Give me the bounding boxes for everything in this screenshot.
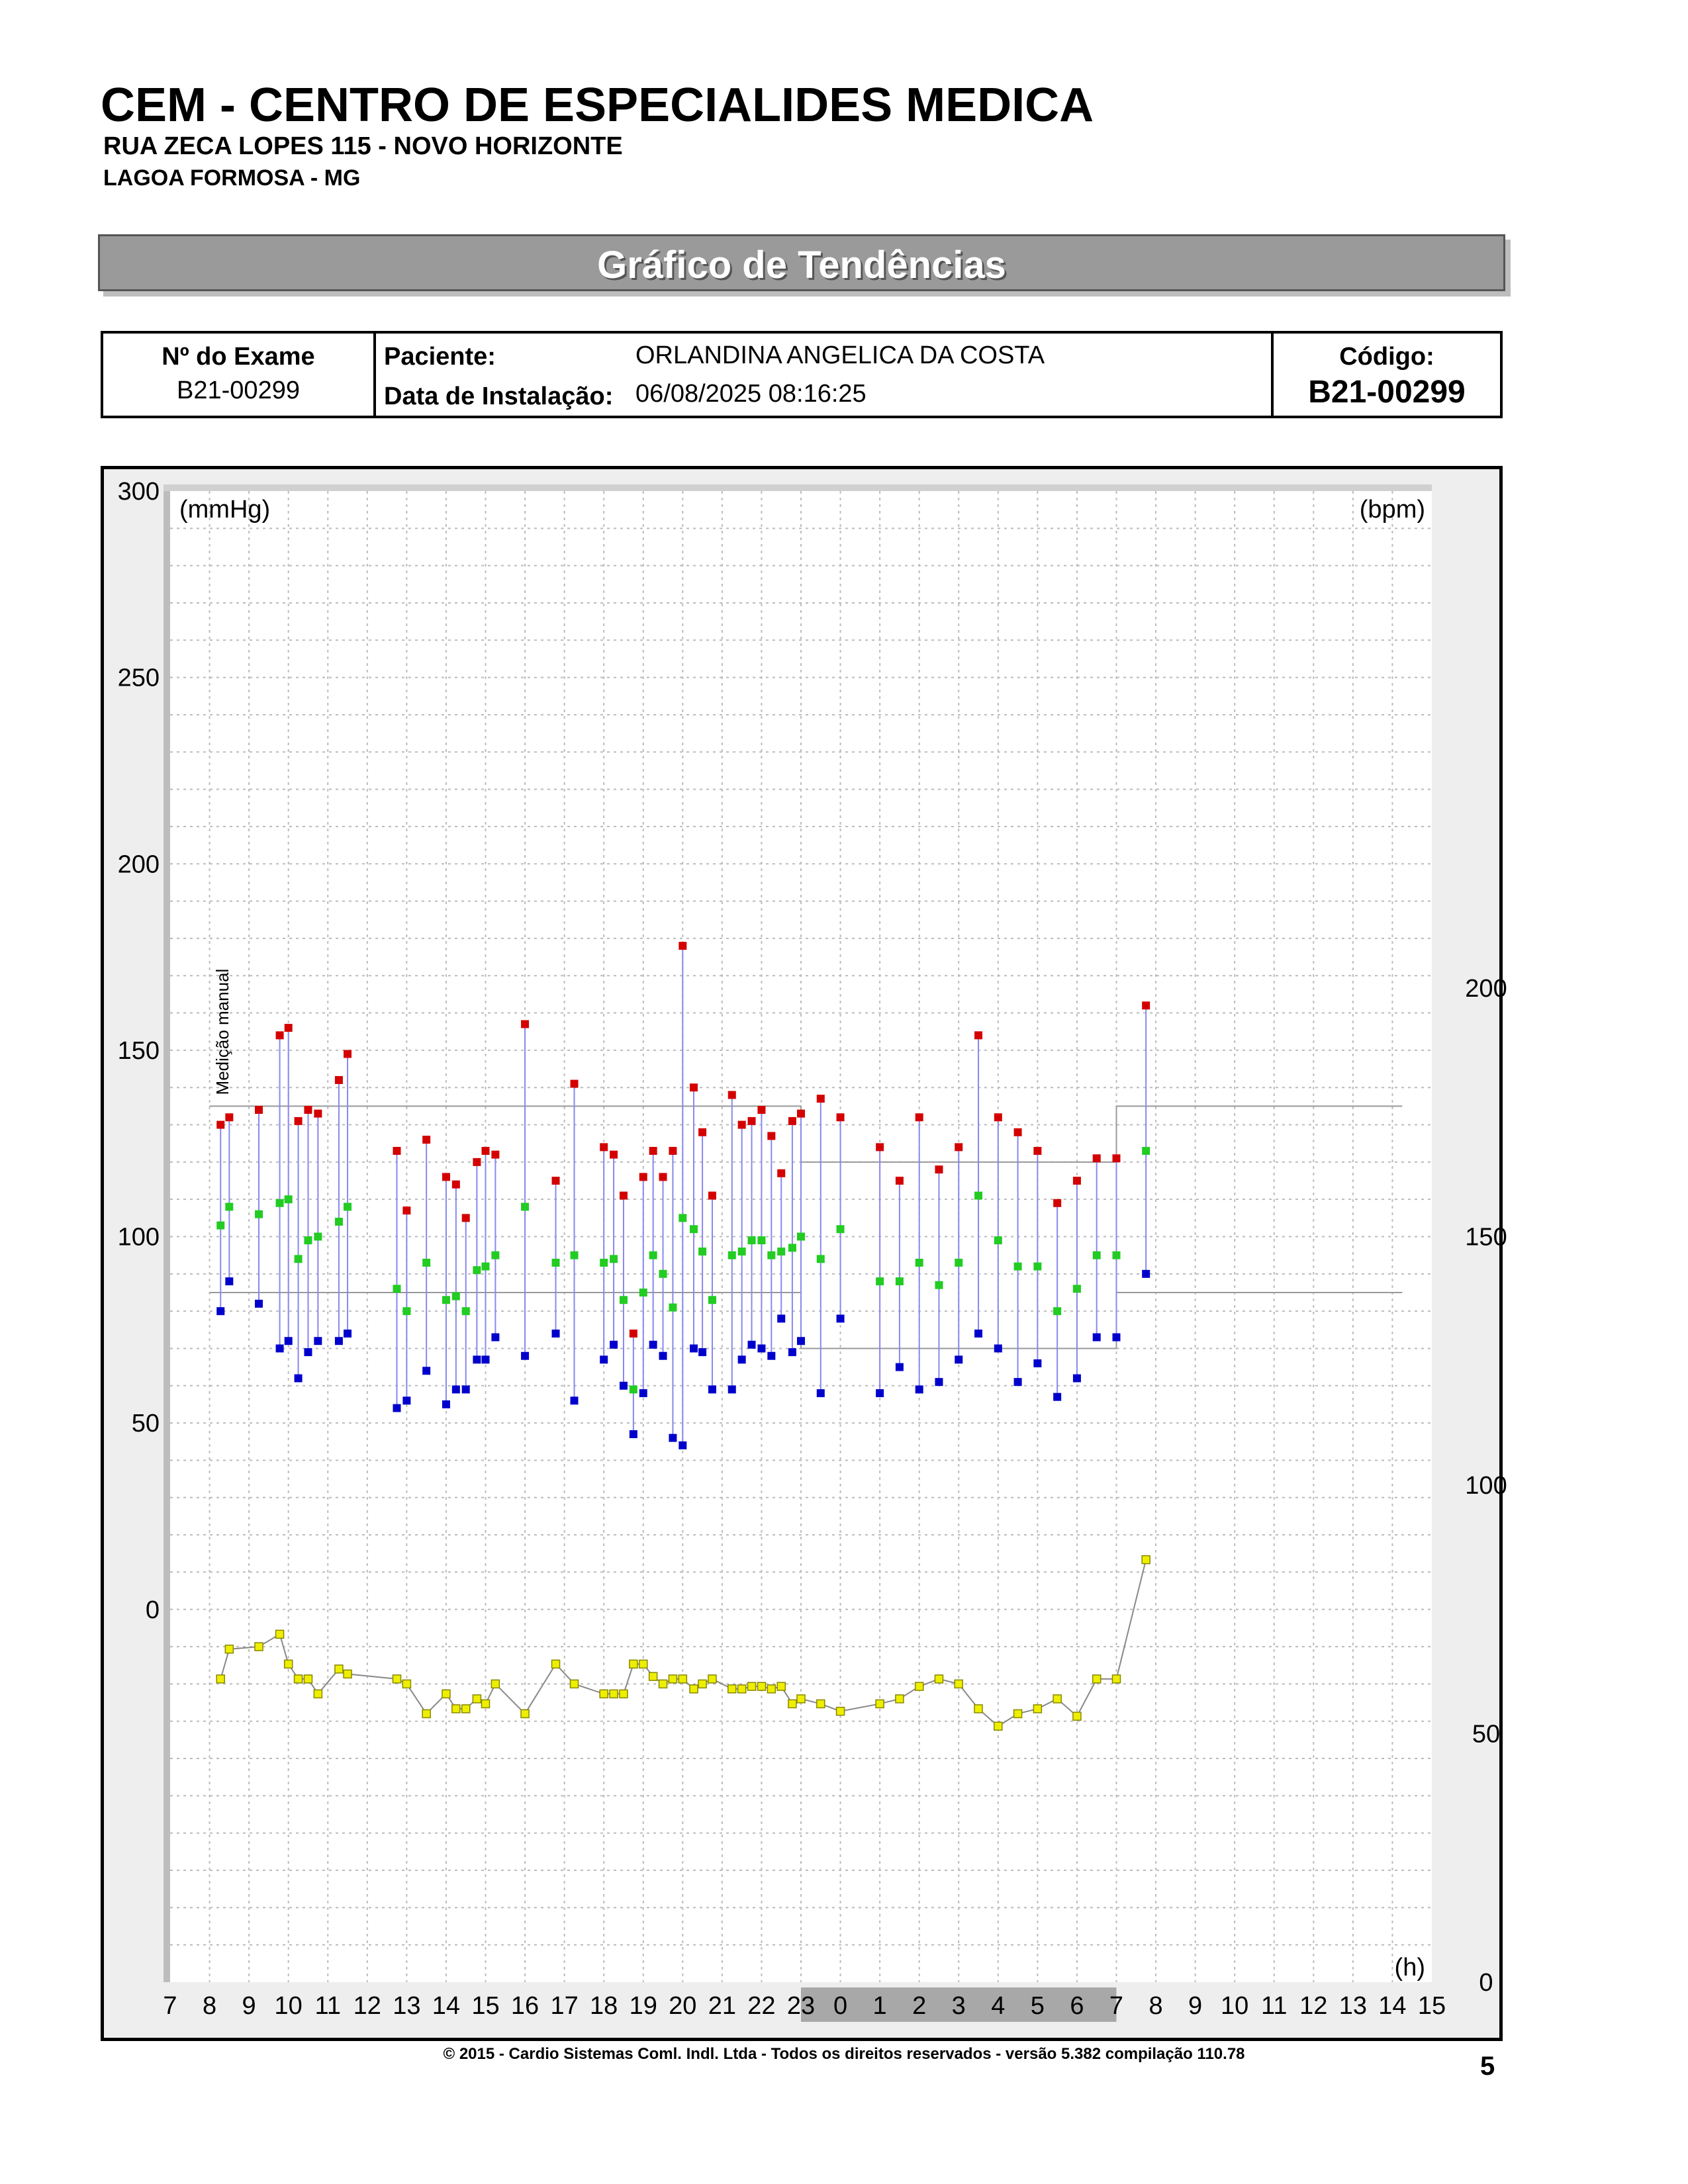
diastolic-point <box>757 1344 765 1352</box>
heart-rate-point <box>422 1709 430 1717</box>
systolic-point <box>955 1143 962 1151</box>
systolic-point <box>1093 1154 1101 1162</box>
clinic-address-line2: LAGOA FORMOSA - MG <box>103 165 361 191</box>
mean-point <box>393 1285 400 1293</box>
heart-rate-point <box>295 1675 303 1683</box>
mean-point <box>335 1218 343 1226</box>
diastolic-point <box>1142 1270 1150 1278</box>
diastolic-point <box>225 1277 233 1285</box>
mean-point <box>1053 1307 1061 1315</box>
mean-point <box>552 1259 560 1267</box>
y-tick-right: 150 <box>1465 1223 1507 1251</box>
mean-point <box>817 1255 825 1263</box>
systolic-point <box>600 1143 608 1151</box>
systolic-point <box>817 1095 825 1103</box>
code-label: Código: <box>1339 343 1434 371</box>
mean-point <box>767 1251 775 1259</box>
diastolic-point <box>442 1400 450 1408</box>
mean-point <box>442 1296 450 1304</box>
mean-point <box>482 1263 490 1271</box>
exam-number: B21-00299 <box>177 377 300 404</box>
systolic-point <box>994 1113 1002 1121</box>
code-value: B21-00299 <box>1308 375 1466 410</box>
heart-rate-point <box>1113 1675 1121 1683</box>
mean-point <box>304 1236 312 1244</box>
mean-point <box>600 1259 608 1267</box>
x-tick: 15 <box>1417 1992 1446 2020</box>
manual-measurement-annotation: Medição manual <box>212 968 233 1095</box>
systolic-point <box>473 1158 481 1166</box>
mean-point <box>276 1199 284 1207</box>
mean-point <box>974 1192 982 1200</box>
y-tick-left: 300 <box>117 478 160 506</box>
y-tick-right: 100 <box>1465 1472 1507 1500</box>
systolic-point <box>767 1132 775 1140</box>
systolic-point <box>393 1147 400 1155</box>
x-tick: 1 <box>872 1992 887 2020</box>
diastolic-point <box>679 1441 686 1449</box>
diastolic-point <box>767 1352 775 1360</box>
install-date: 06/08/2025 08:16:25 <box>635 380 867 408</box>
x-tick: 11 <box>314 1992 341 2020</box>
mean-point <box>1014 1263 1022 1271</box>
systolic-point <box>757 1106 765 1114</box>
heart-rate-point <box>797 1695 805 1703</box>
systolic-point <box>649 1147 657 1155</box>
x-tick: 10 <box>1221 1992 1249 2020</box>
diastolic-point <box>788 1348 796 1356</box>
diastolic-point <box>728 1385 736 1393</box>
heart-rate-point <box>817 1700 825 1707</box>
diastolic-point <box>610 1341 618 1349</box>
systolic-point <box>442 1173 450 1181</box>
x-tick: 0 <box>833 1992 848 2020</box>
mean-point <box>521 1203 529 1210</box>
x-tick: 8 <box>202 1992 217 2020</box>
diastolic-point <box>1014 1378 1022 1386</box>
diastolic-point <box>876 1389 884 1397</box>
heart-rate-point <box>393 1675 400 1683</box>
diastolic-point <box>994 1344 1002 1352</box>
y-tick-right: 50 <box>1472 1720 1501 1749</box>
diastolic-point <box>817 1389 825 1397</box>
systolic-point <box>255 1106 263 1114</box>
diastolic-point <box>276 1344 284 1352</box>
systolic-point <box>748 1117 756 1125</box>
x-tick: 9 <box>1188 1992 1203 2020</box>
diastolic-point <box>708 1385 716 1393</box>
diastolic-point <box>797 1337 805 1345</box>
mean-point <box>679 1214 686 1222</box>
systolic-point <box>304 1106 312 1114</box>
heart-rate-point <box>473 1695 481 1703</box>
systolic-point <box>216 1121 224 1129</box>
diastolic-point <box>491 1334 499 1342</box>
diastolic-point <box>314 1337 322 1345</box>
mean-point <box>1113 1251 1121 1259</box>
diastolic-point <box>255 1300 263 1308</box>
heart-rate-point <box>402 1680 410 1688</box>
plot-left-edge <box>164 484 170 1982</box>
systolic-point <box>285 1024 293 1032</box>
mean-point <box>896 1277 904 1285</box>
x-tick: 3 <box>951 1992 966 2020</box>
mean-point <box>738 1248 746 1255</box>
mean-point <box>728 1251 736 1259</box>
mean-point <box>935 1281 943 1289</box>
x-tick: 5 <box>1030 1992 1045 2020</box>
systolic-point <box>974 1031 982 1039</box>
systolic-point <box>728 1091 736 1099</box>
y-tick-left: 0 <box>145 1596 160 1624</box>
diastolic-point <box>344 1330 352 1338</box>
y-tick-left: 250 <box>117 664 160 692</box>
heart-rate-point <box>974 1705 982 1713</box>
diastolic-point <box>216 1307 224 1315</box>
systolic-point <box>876 1143 884 1151</box>
x-tick: 20 <box>669 1992 697 2020</box>
heart-rate-point <box>1053 1695 1061 1703</box>
systolic-point <box>915 1113 923 1121</box>
heart-rate-point <box>728 1685 736 1693</box>
mean-point <box>452 1293 460 1300</box>
heart-rate-point <box>659 1680 667 1688</box>
mean-point <box>491 1251 499 1259</box>
systolic-point <box>777 1169 785 1177</box>
mean-point <box>1033 1263 1041 1271</box>
mean-point <box>788 1244 796 1251</box>
heart-rate-point <box>482 1700 490 1707</box>
diastolic-point <box>1033 1359 1041 1367</box>
diastolic-point <box>659 1352 667 1360</box>
mean-point <box>1073 1285 1081 1293</box>
heart-rate-point <box>216 1675 224 1683</box>
heart-rate-point <box>955 1680 962 1688</box>
diastolic-point <box>777 1314 785 1322</box>
mean-point <box>285 1195 293 1203</box>
systolic-point <box>1073 1177 1081 1185</box>
x-tick: 22 <box>747 1992 776 2020</box>
systolic-point <box>462 1214 470 1222</box>
y-tick-left: 100 <box>117 1223 160 1251</box>
heart-rate-point <box>552 1660 560 1668</box>
systolic-point <box>610 1151 618 1159</box>
systolic-point <box>669 1147 677 1155</box>
diastolic-point <box>620 1382 628 1390</box>
mean-point <box>955 1259 962 1267</box>
x-tick: 21 <box>708 1992 737 2020</box>
mean-point <box>402 1307 410 1315</box>
heart-rate-point <box>491 1680 499 1688</box>
heart-rate-point <box>1014 1709 1022 1717</box>
mean-point <box>708 1296 716 1304</box>
mean-point <box>748 1236 756 1244</box>
x-tick: 7 <box>1109 1992 1124 2020</box>
page-number: 5 <box>1480 2052 1495 2081</box>
systolic-point <box>690 1083 698 1091</box>
mean-point <box>777 1248 785 1255</box>
heart-rate-point <box>669 1675 677 1683</box>
x-tick: 7 <box>163 1992 177 2020</box>
mean-point <box>1142 1147 1150 1155</box>
diastolic-point <box>748 1341 756 1349</box>
x-tick: 10 <box>274 1992 303 2020</box>
heart-rate-point <box>620 1690 628 1698</box>
heart-rate-point <box>1033 1705 1041 1713</box>
mean-point <box>620 1296 628 1304</box>
systolic-point <box>422 1136 430 1144</box>
clinic-address-line1: RUA ZECA LOPES 115 - NOVO HORIZONTE <box>103 132 623 160</box>
systolic-point <box>788 1117 796 1125</box>
heart-rate-point <box>1073 1712 1081 1720</box>
diastolic-point <box>698 1348 706 1356</box>
mean-point <box>698 1248 706 1255</box>
heart-rate-point <box>876 1700 884 1707</box>
heart-rate-point <box>304 1675 312 1683</box>
diastolic-point <box>1113 1334 1121 1342</box>
heart-rate-point <box>571 1680 579 1688</box>
diastolic-point <box>649 1341 657 1349</box>
heart-rate-point <box>452 1705 460 1713</box>
systolic-point <box>491 1151 499 1159</box>
heart-rate-point <box>630 1660 637 1668</box>
mean-point <box>757 1236 765 1244</box>
mean-point <box>571 1251 579 1259</box>
systolic-point <box>482 1147 490 1155</box>
diastolic-point <box>1073 1375 1081 1383</box>
heart-rate-point <box>610 1690 618 1698</box>
x-tick: 14 <box>432 1992 461 2020</box>
diastolic-point <box>482 1355 490 1363</box>
mean-point <box>225 1203 233 1210</box>
heart-rate-point <box>639 1660 647 1668</box>
diastolic-point <box>837 1314 845 1322</box>
y-tick-left: 50 <box>131 1410 160 1438</box>
diastolic-point <box>974 1330 982 1338</box>
heart-rate-point <box>521 1709 529 1717</box>
heart-rate-point <box>915 1682 923 1690</box>
mean-point <box>690 1225 698 1233</box>
report-title: Gráfico de Tendências <box>597 244 1006 287</box>
mean-point <box>610 1255 618 1263</box>
systolic-point <box>402 1206 410 1214</box>
systolic-point <box>837 1113 845 1121</box>
systolic-point <box>1033 1147 1041 1155</box>
mean-point <box>422 1259 430 1267</box>
diastolic-point <box>285 1337 293 1345</box>
heart-rate-point <box>788 1700 796 1707</box>
diastolic-point <box>295 1375 303 1383</box>
systolic-point <box>314 1110 322 1118</box>
mean-point <box>295 1255 303 1263</box>
heart-rate-point <box>462 1705 470 1713</box>
mean-point <box>649 1251 657 1259</box>
systolic-point <box>1014 1128 1022 1136</box>
patient-label: Paciente: <box>384 343 496 371</box>
mean-point <box>639 1289 647 1297</box>
diastolic-point <box>955 1355 962 1363</box>
x-tick: 12 <box>1299 1992 1328 2020</box>
diastolic-point <box>571 1396 579 1404</box>
systolic-point <box>571 1080 579 1088</box>
x-tick: 8 <box>1149 1992 1163 2020</box>
heart-rate-point <box>777 1682 785 1690</box>
right-axis-unit: (bpm) <box>1359 496 1425 523</box>
heart-rate-point <box>679 1675 686 1683</box>
plot-top-edge <box>164 484 1432 491</box>
diastolic-point <box>600 1355 608 1363</box>
diastolic-point <box>422 1367 430 1375</box>
systolic-point <box>452 1181 460 1189</box>
heart-rate-point <box>1093 1675 1101 1683</box>
heart-rate-point <box>994 1722 1002 1730</box>
heart-rate-point <box>896 1695 904 1703</box>
systolic-point <box>659 1173 667 1181</box>
mean-point <box>630 1385 637 1393</box>
heart-rate-point <box>442 1690 450 1698</box>
diastolic-point <box>521 1352 529 1360</box>
systolic-point <box>896 1177 904 1185</box>
x-tick: 13 <box>1338 1992 1368 2020</box>
mean-point <box>216 1222 224 1230</box>
systolic-point <box>1142 1001 1150 1009</box>
heart-rate-point <box>837 1707 845 1715</box>
heart-rate-point <box>738 1685 746 1693</box>
heart-rate-point <box>314 1690 322 1698</box>
clinic-name: CEM - CENTRO DE ESPECIALIDES MEDICA <box>101 79 1094 132</box>
systolic-point <box>1053 1199 1061 1207</box>
x-tick: 19 <box>629 1992 657 2020</box>
heart-rate-point <box>698 1680 706 1688</box>
exam-number-label: Nº do Exame <box>162 343 315 371</box>
mean-point <box>797 1233 805 1241</box>
x-tick: 18 <box>590 1992 618 2020</box>
mean-point <box>659 1270 667 1278</box>
systolic-point <box>521 1020 529 1028</box>
mean-point <box>473 1266 481 1274</box>
systolic-point <box>679 942 686 950</box>
systolic-point <box>797 1110 805 1118</box>
diastolic-point <box>1053 1393 1061 1401</box>
systolic-point <box>344 1050 352 1058</box>
mean-point <box>876 1277 884 1285</box>
heart-rate-point <box>600 1690 608 1698</box>
systolic-point <box>738 1121 746 1129</box>
mean-point <box>255 1210 263 1218</box>
diastolic-point <box>915 1385 923 1393</box>
x-tick: 13 <box>393 1992 421 2020</box>
systolic-point <box>1113 1154 1121 1162</box>
systolic-point <box>276 1031 284 1039</box>
x-tick: 4 <box>991 1992 1006 2020</box>
heart-rate-point <box>344 1670 352 1678</box>
mean-point <box>994 1236 1002 1244</box>
x-tick: 17 <box>550 1992 579 2020</box>
diastolic-point <box>473 1355 481 1363</box>
heart-rate-point <box>708 1675 716 1683</box>
y-tick-right: 200 <box>1465 975 1507 1003</box>
diastolic-point <box>669 1434 677 1442</box>
x-tick: 14 <box>1378 1992 1407 2020</box>
diastolic-point <box>630 1430 637 1438</box>
diastolic-point <box>335 1337 343 1345</box>
diastolic-point <box>639 1389 647 1397</box>
systolic-point <box>639 1173 647 1181</box>
systolic-point <box>225 1113 233 1121</box>
diastolic-point <box>552 1330 560 1338</box>
y-tick-left: 200 <box>117 850 160 879</box>
mean-point <box>314 1233 322 1241</box>
mean-point <box>462 1307 470 1315</box>
x-tick: 11 <box>1261 1992 1288 2020</box>
mean-point <box>915 1259 923 1267</box>
x-tick: 9 <box>242 1992 256 2020</box>
left-axis-unit: (mmHg) <box>179 496 271 523</box>
x-axis-unit: (h) <box>1394 1954 1425 1981</box>
mean-point <box>344 1203 352 1210</box>
systolic-point <box>698 1128 706 1136</box>
heart-rate-point <box>335 1665 343 1673</box>
diastolic-point <box>1093 1334 1101 1342</box>
heart-rate-point <box>255 1643 263 1651</box>
heart-rate-point <box>748 1682 756 1690</box>
y-tick-right: 0 <box>1479 1969 1493 1997</box>
heart-rate-point <box>757 1682 765 1690</box>
diastolic-point <box>452 1385 460 1393</box>
heart-rate-point <box>690 1685 698 1693</box>
diastolic-point <box>462 1385 470 1393</box>
diastolic-point <box>690 1344 698 1352</box>
heart-rate-point <box>767 1685 775 1693</box>
x-tick: 23 <box>786 1992 816 2020</box>
heart-rate-point <box>935 1675 943 1683</box>
heart-rate-point <box>276 1630 284 1638</box>
systolic-point <box>708 1192 716 1200</box>
x-tick: 6 <box>1070 1992 1084 2020</box>
heart-rate-point <box>1142 1556 1150 1564</box>
x-tick: 2 <box>912 1992 927 2020</box>
diastolic-point <box>393 1404 400 1412</box>
systolic-point <box>335 1076 343 1084</box>
systolic-point <box>295 1117 303 1125</box>
systolic-point <box>620 1192 628 1200</box>
diastolic-point <box>304 1348 312 1356</box>
diastolic-point <box>896 1363 904 1371</box>
x-tick: 15 <box>471 1992 500 2020</box>
mean-point <box>837 1225 845 1233</box>
heart-rate-point <box>285 1660 293 1668</box>
heart-rate-point <box>225 1645 233 1653</box>
diastolic-point <box>935 1378 943 1386</box>
copyright-footer: © 2015 - Cardio Sistemas Coml. Indl. Ltda - Todos os direitos reservados - versão 5.382 compilação 110.78 <box>443 2045 1245 2063</box>
diastolic-point <box>738 1355 746 1363</box>
systolic-point <box>630 1330 637 1338</box>
install-label: Data de Instalação: <box>384 383 614 410</box>
mean-point <box>1093 1251 1101 1259</box>
systolic-point <box>552 1177 560 1185</box>
heart-rate-point <box>649 1672 657 1680</box>
y-tick-left: 150 <box>117 1036 160 1065</box>
mean-point <box>669 1304 677 1312</box>
patient-name: ORLANDINA ANGELICA DA COSTA <box>635 341 1045 369</box>
systolic-point <box>935 1165 943 1173</box>
x-tick: 16 <box>510 1992 539 2020</box>
x-tick: 12 <box>353 1992 381 2020</box>
diastolic-point <box>402 1396 410 1404</box>
